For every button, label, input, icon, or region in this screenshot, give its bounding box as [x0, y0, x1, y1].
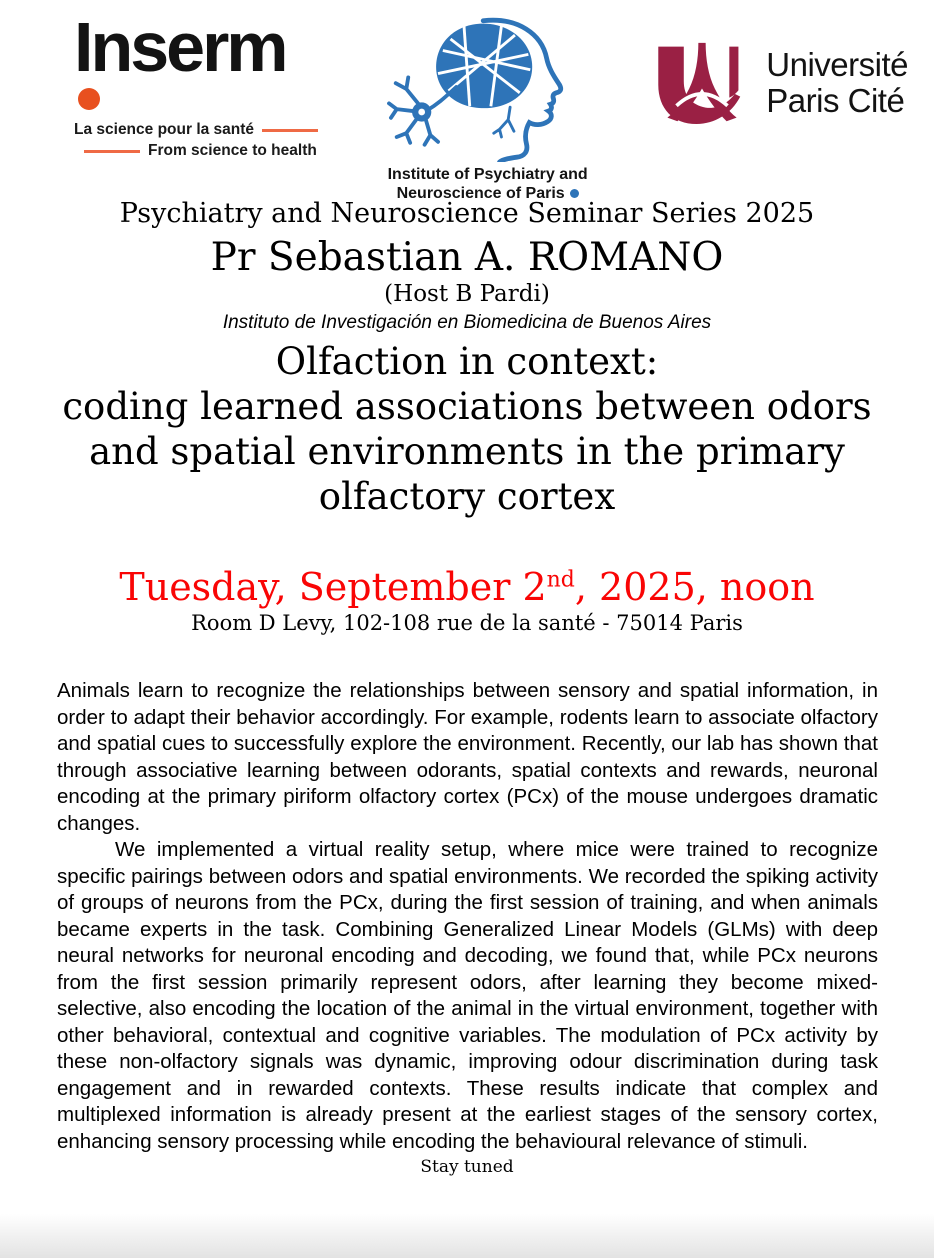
talk-title-line1: Olfaction in context:	[275, 340, 659, 383]
inserm-wordmark: Inserm	[74, 8, 286, 86]
talk-title	[0, 339, 934, 519]
inserm-orange-line-icon	[84, 150, 140, 153]
abstract-paragraph-2: We implemented a virtual reality setup, where mice were trained to recognize specific pairings between odors and spatial environments. We recorded the spiking activity of groups of neurons from the PCx, during the first session of training, and when animals became experts in the task. Combining Generalized Linear Models (GLMs) with deep neural networks for neuronal encoding and decoding, we found that, while PCx neurons from the first session primarily represent odors, after learning they become mixed-selective, also encoding the location of the animal in the virtual environment, together with other behavioral, contextual and cognitive variables. The modulation of PCx activity by these non-olfactory signals was dynamic, improving odour discrimination during task engagement and in rewarded contexts. These results indicate that complex and multiplexed information is already present at the earliest stages of the sensory cortex, enhancing sensory processing while encoding the behavioural relevance of stimuli.	[57, 838, 878, 1153]
event-date-suffix: , 2025, noon	[574, 565, 815, 609]
ipnp-logo	[387, 14, 589, 203]
inserm-tagline-en	[84, 142, 324, 160]
event-location: Room D Levy, 102-108 rue de la santé - 75014 Paris	[191, 611, 743, 635]
inserm-tagline-fr-text: La science pour la santé	[74, 121, 255, 138]
abstract	[57, 678, 878, 1155]
upc-name	[766, 47, 908, 119]
inserm-tagline-fr	[74, 121, 324, 139]
inserm-tagline-en-text: From science to health	[148, 142, 317, 159]
inserm-orange-line-icon	[262, 129, 318, 132]
talk-title-line3: and spatial environments in the primary	[89, 430, 845, 473]
speaker-affiliation: Instituto de Investigación en Biomedicina de Buenos Aires	[222, 312, 712, 333]
event-date-prefix: Tuesday, September 2	[119, 565, 547, 609]
upc-logo	[651, 39, 908, 127]
host-line: (Host B Pardi)	[384, 281, 550, 307]
upc-name-line2: Paris Cité	[766, 82, 905, 119]
ipnp-blue-dot-icon	[570, 189, 579, 198]
event-date-ordinal: nd	[546, 567, 575, 593]
ipnp-caption-line1: Institute of Psychiatry and	[387, 166, 588, 183]
upc-u-tower-icon	[651, 39, 753, 127]
inserm-logo	[74, 8, 324, 160]
speaker-name: Pr Sebastian A. ROMANO	[210, 235, 724, 280]
footer-note: Stay tuned	[420, 1157, 514, 1177]
talk-title-line2: coding learned associations between odors	[62, 385, 872, 428]
abstract-paragraph-1: Animals learn to recognize the relationships between sensory and spatial information, in order to adapt their behavior accordingly. For example, rodents learn to associate olfactory and spatial cues to successfully explore the environment. Recently, our lab has shown that through associative learning between odorants, spatial contexts and rewards, neuronal encoding at the primary piriform olfactory cortex (PCx) of the mouse undergoes dramatic changes.	[57, 679, 878, 835]
upc-name-line1: Université	[766, 46, 908, 83]
page-bottom-shadow	[0, 1214, 934, 1258]
event-date	[0, 565, 934, 609]
brain-face-icon	[387, 14, 589, 162]
inserm-dot-icon	[78, 88, 100, 110]
inserm-taglines	[74, 121, 324, 160]
talk-title-line4: olfactory cortex	[318, 475, 616, 518]
series-title: Psychiatry and Neuroscience Seminar Series 2025	[119, 198, 815, 229]
logo-row	[0, 0, 934, 202]
ipnp-caption-line2: Neuroscience of Paris	[396, 185, 565, 202]
